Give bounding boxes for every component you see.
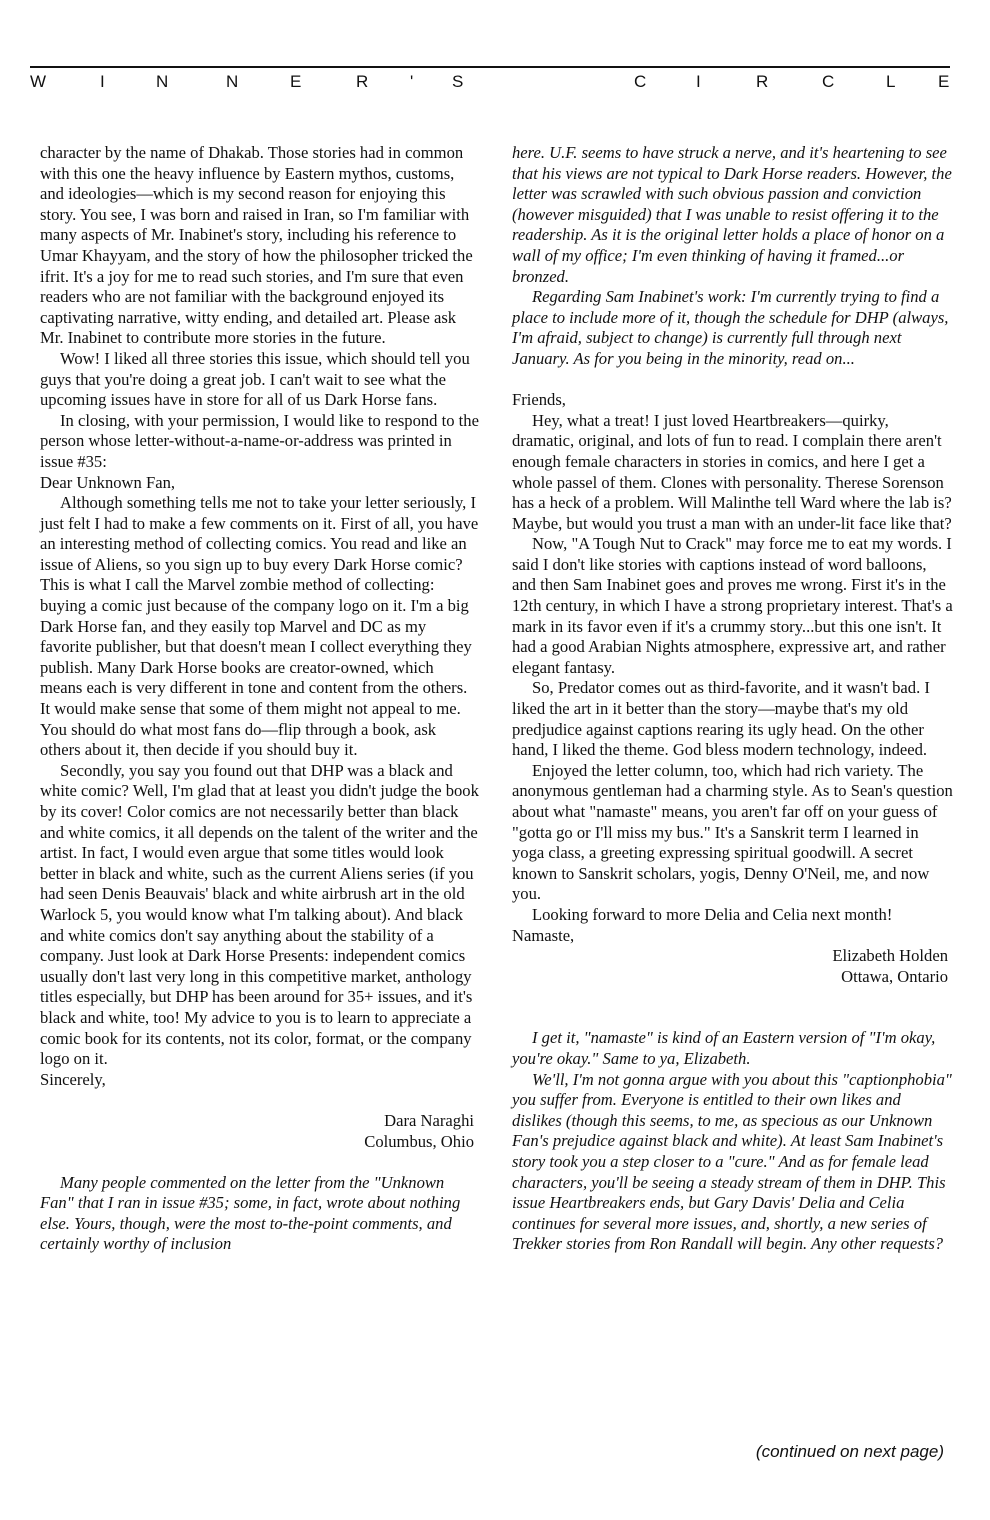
right-column — [512, 143, 954, 1255]
header-letter: ' — [410, 72, 414, 91]
letter-paragraph: Enjoyed the letter column, too, which had rich variety. The anonymous gentleman had a charming style. As to Sean's question about what "namaste" means, you aren't far off on your guess of "gotta go or I'll miss my bus." It's a Sanskrit term I learned in yoga class, a greeting expressing spiritual goodwill. A secret known to Sanskrit scholars, yogis, Denny O'Neil, me, and now you. — [512, 760, 953, 904]
header-letter: I — [696, 72, 701, 91]
header-letter: N — [226, 72, 239, 91]
section-header — [30, 72, 950, 98]
letter-paragraph: character by the name of Dhakab. Those stories had in common with this one the heavy influence by Eastern mythos, customs, and ideologies—which is my second reason for enjoying this story. You see, I was born and raised in Iran, so I'm familiar with many aspects of Mr. Inabinet's story, including his reference to Umar Khayyam, and the story of how the philosopher tricked the ifrit. It's a joy for me to read such stories, and I'm sure that even readers who are not familiar with the background enjoyed its captivating narrative, witty ending, and detailed art. Please ask Mr. Inabinet to contribute more stories in the future. — [40, 143, 473, 348]
header-letter: I — [100, 72, 105, 91]
salutation: Friends, — [512, 390, 566, 410]
header-letter: L — [886, 72, 896, 91]
letter-paragraph: Wow! I liked all three stories this issue, which should tell you guys that you're doing a great job. I can't wait to see what the upcoming issues have in store for all of us Dark Horse fans. — [40, 348, 470, 410]
signature-name: Elizabeth Holden — [832, 946, 948, 966]
header-rule — [30, 66, 950, 68]
signature-name: Dara Naraghi — [384, 1110, 474, 1130]
editor-reply: Regarding Sam Inabinet's work: I'm currently trying to find a place to include more of it, though the schedule for DHP (always, I'm afraid, subject to change) is currently full through next January. As for you being in the minority, read on... — [512, 287, 949, 368]
editor-reply: Many people commented on the letter from the "Unknown Fan" that I ran in issue #35; some, in fact, wrote about nothing else. Yours, though, were the most to-the-point comments, and certainly worthy of inclusion — [40, 1172, 461, 1254]
closing: Sincerely, — [40, 1069, 106, 1089]
editor-reply: here. U.F. seems to have struck a nerve, and it's heartening to see that his views are not typical to Dark Horse readers. However, the letter was scrawled with such obvious passion and conviction (however misguided) that I was unable to resist offering it to the readership. As it is the original letter holds a place of honor on a wall of my office; I'm even thinking of having it framed...or bronzed. — [512, 143, 952, 286]
letter-paragraph: Hey, what a treat! I just loved Heartbreakers—quirky, dramatic, original, and lots of fun to read. I complain there aren't enough female characters in stories in comics, and here I get a whole passel of them. Clones with personality. Therese Sorenson has a heck of a problem. Will Malinthe tell Ward where the lab is? Maybe, but would you trust a man with an under-lit face like that? — [512, 410, 952, 533]
header-letter: N — [156, 72, 169, 91]
letter-paragraph: So, Predator comes out as third-favorite, and it wasn't bad. I liked the art in it better than the story—maybe that's my old predjudice against captions rearing its ugly head. On the other hand, I liked the theme. God bless modern technology, indeed. — [512, 678, 930, 760]
header-letter: R — [356, 72, 369, 91]
letter-paragraph: In closing, with your permission, I would like to respond to the person whose letter-without-a-name-or-address was printed in issue #35: — [40, 410, 479, 471]
editor-reply: I get it, "namaste" is kind of an Eastern version of "I'm okay, you're okay." Same to ya, Elizabeth. — [512, 1028, 936, 1068]
header-letter: W — [30, 72, 47, 91]
editor-reply: We'll, I'm not gonna argue with you about this "captionphobia" you suffer from. Everyone is entitled to their own likes and dislikes (though this seems, to me, as specious as our Unknown Fan's prejudice against black and white). At least Sam Inabinet's story took you a step closer to a "cure." And as for female lead characters, you'll be seeing a steady stream of them in DHP. This issue Heartbreakers ends, but Gary Davis' Delia and Celia continues for several more issues, and, shortly, a new series of Trekker stories from Ron Randall will begin. Any other requests? — [512, 1069, 952, 1254]
header-letter: C — [822, 72, 835, 91]
letter-paragraph: Although something tells me not to take your letter seriously, I just felt I had to make a few comments on it. First of all, you have an interesting method of collecting comics. You read and like an issue of Aliens, so you sign up to buy every Dark Horse comic? This is what I call the Marvel zombie method of collecting: buying a comic just because of the company logo on it. I'm a big Dark Horse fan, and they easily top Marvel and DC as my favorite publisher, but that doesn't mean I collect everything they publish. Many Dark Horse books are creator-owned, which means each is very different in tone and content from the others. It would make sense that some of them might not appeal to me. You should do what most fans do—flip through a book, ask others about it, then decide if you should buy it. — [40, 493, 479, 760]
left-column — [40, 143, 480, 1255]
signature-location: Columbus, Ohio — [364, 1131, 474, 1151]
header-letter: R — [756, 72, 769, 91]
header-letter: C — [634, 72, 647, 91]
continued-note: (continued on next page) — [755, 1442, 944, 1461]
letter-paragraph: Secondly, you say you found out that DHP was a black and white comic? Well, I'm glad that at least you didn't judge the book by its cover! Color comics are not necessarily better than black and white comics, it all depends on the talent of the writer and the artist. In fact, I would even argue that some titles would look better in black and white, such as the current Aliens series (if you had seen Denis Beauvais' black and white airbrush art in the old Warlock 5, you would know what I'm talking about). And black and white comics don't say anything about the stability of a company. Just look at Dark Horse Presents: independent comics usually don't last very long in this competitive market, anthology titles especially, but DHP has been around for 35+ issues, and it's black and white, too! My advice to you is to learn to appreciate a comic book for its contents, not its color, format, or the company logo on it. — [40, 760, 479, 1069]
letter-paragraph: Looking forward to more Delia and Celia next month! — [532, 904, 893, 924]
signature-location: Ottawa, Ontario — [841, 966, 948, 986]
header-letter: E — [938, 72, 950, 91]
closing: Namaste, — [512, 925, 575, 945]
letter-paragraph: Now, "A Tough Nut to Crack" may force me to eat my words. I said I don't like stories with captions instead of word balloons, and then Sam Inabinet goes and proves me wrong. First it's in the 12th century, in which I have a strong proprietary interest. That's a mark in its favor even if it's a crummy story...but this one isn't. It had a good Arabian Nights atmosphere, expressive art, and rather elegant fantasy. — [512, 534, 953, 677]
header-letter: S — [452, 72, 464, 91]
salutation: Dear Unknown Fan, — [40, 472, 176, 492]
header-letter: E — [290, 72, 302, 91]
